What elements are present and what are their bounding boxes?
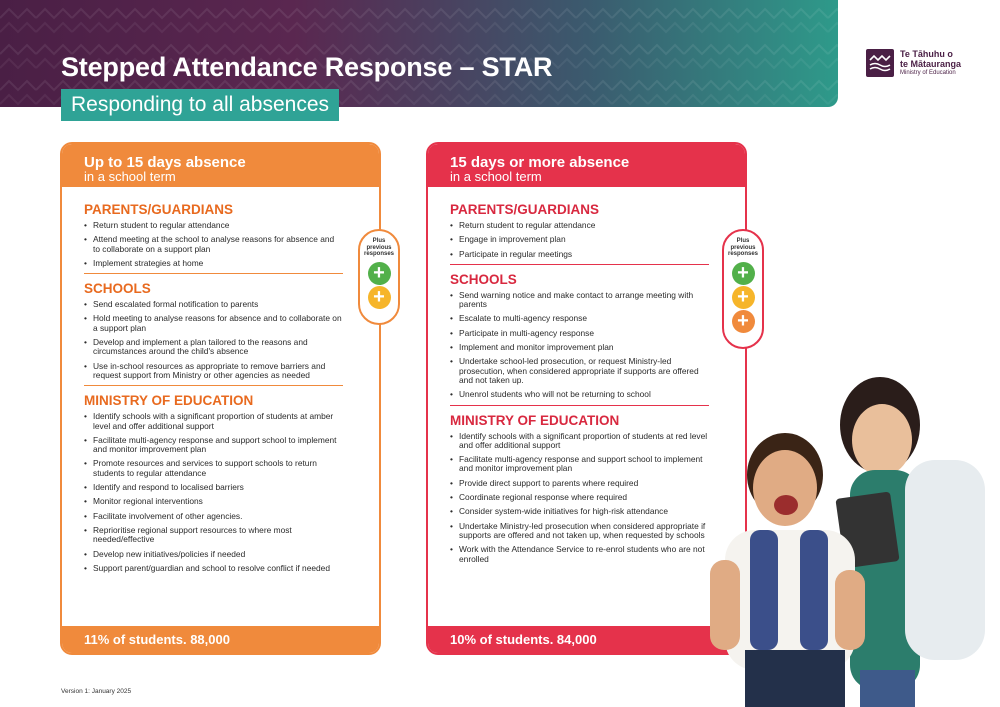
list-item: • Escalate to multi-agency response — [450, 314, 709, 323]
list-item: • Identify and respond to localised barriers — [84, 483, 343, 492]
list-item: • Use in-school resources as appropriate to remove barriers and request support from Ministry or other agencies as needed — [84, 362, 343, 381]
list-item: • Facilitate multi-agency response and support school to implement and monitor improvement plan — [450, 455, 709, 474]
section-title-schools: SCHOOLS — [84, 281, 151, 297]
plus-green-icon: + — [368, 262, 391, 285]
list-item: • Consider system-wide initiatives for high-risk attendance — [450, 507, 709, 516]
list-item: • Undertake school-led prosecution, or request Ministry-led prosecution, when considered appropriate if supports are offered and not taken up. — [450, 357, 709, 385]
divider — [450, 405, 709, 406]
section-title-ministry: MINISTRY OF EDUCATION — [450, 412, 620, 428]
children-photo — [700, 370, 1000, 707]
pill-label: Plus previous responses — [727, 238, 758, 257]
list-item: • Monitor regional interventions — [84, 497, 343, 506]
list-item: • Return student to regular attendance — [450, 221, 709, 230]
section-title-schools: SCHOOLS — [450, 271, 517, 287]
list-item: • Support parent/guardian and school to resolve conflict if needed — [84, 564, 343, 573]
list-item: • Participate in multi-agency response — [450, 329, 709, 338]
panel-footer-stat: 10% of students. 84,000 — [428, 626, 745, 653]
divider — [450, 264, 709, 265]
list-item: • Send warning notice and make contact to arrange meeting with parents — [450, 291, 709, 310]
plus-green-icon: + — [732, 262, 755, 285]
list-item: • Return student to regular attendance — [84, 221, 343, 230]
list-item: • Provide direct support to parents where required — [450, 479, 709, 488]
panel-footer-stat: 11% of students. 88,000 — [62, 626, 379, 653]
list-item: • Send escalated formal notification to parents — [84, 300, 343, 309]
list-item: • Develop new initiatives/policies if needed — [84, 550, 343, 559]
plus-previous-responses-indicator — [722, 229, 764, 349]
list-item: • Promote resources and services to support schools to return students to regular attendance — [84, 459, 343, 478]
panel-up-to-15-days — [60, 142, 381, 655]
list-item: • Identify schools with a significant proportion of students at amber level and offer additional support — [84, 412, 343, 431]
panel-heading: Up to 15 days absence — [84, 154, 246, 171]
page-subtitle: Responding to all absences — [61, 89, 339, 121]
plus-orange-icon: + — [732, 310, 755, 333]
pill-icons — [368, 262, 391, 310]
list-item: • Develop and implement a plan tailored to the reasons and circumstances around the child's absence — [84, 338, 343, 357]
list-item: • Coordinate regional response where required — [450, 493, 709, 502]
list-item: • Hold meeting to analyse reasons for absence and to collaborate on a support plan — [84, 314, 343, 333]
list-item: • Implement strategies at home — [84, 259, 343, 268]
pill-label: Plus previous responses — [363, 238, 394, 257]
schools-list — [450, 291, 709, 400]
panel-heading: 15 days or more absence — [450, 154, 630, 171]
list-item: • Engage in improvement plan — [450, 235, 709, 244]
plus-yellow-icon: + — [732, 286, 755, 309]
section-title-parents: PARENTS/GUARDIANS — [84, 202, 234, 217]
list-item: • Facilitate multi-agency response and support school to implement and monitor improvement plan — [84, 436, 343, 455]
section-title-parents: PARENTS/GUARDIANS — [450, 202, 600, 217]
panel-15-days-or-more — [426, 142, 747, 655]
list-item: • Reprioritise regional support resources to where most needed/effective — [84, 526, 343, 545]
ministry-logo — [866, 49, 961, 77]
page-title: Stepped Attendance Response – STAR — [61, 52, 553, 82]
parents-list — [84, 221, 343, 268]
version-note: Version 1: January 2025 — [61, 688, 132, 695]
list-item: • Participate in regular meetings — [450, 250, 709, 259]
panel-subheading: in a school term — [450, 169, 542, 184]
parents-list — [450, 221, 709, 259]
list-item: • Unenrol students who will not be returning to school — [450, 390, 709, 399]
schools-list — [84, 300, 343, 380]
panel-header — [428, 144, 745, 187]
panel-header — [62, 144, 379, 187]
plus-yellow-icon: + — [368, 286, 391, 309]
list-item: • Implement and monitor improvement plan — [450, 343, 709, 352]
panel-subheading: in a school term — [84, 169, 176, 184]
ministry-list — [84, 412, 343, 573]
divider — [84, 273, 343, 274]
ministry-logo-text: Te Tāhuhu o te Mātauranga Ministry of Education — [900, 49, 962, 76]
list-item: • Attend meeting at the school to analyse reasons for absence and to collaborate on a support plan — [84, 235, 343, 254]
ministry-logo-icon — [866, 49, 894, 77]
plus-previous-responses-indicator — [358, 229, 400, 325]
list-item: • Work with the Attendance Service to re-enrol students who are not enrolled — [450, 545, 709, 564]
ministry-list — [450, 432, 709, 564]
pill-icons — [732, 262, 755, 334]
list-item: • Facilitate involvement of other agencies. — [84, 512, 343, 521]
list-item: • Identify schools with a significant proportion of students at red level and offer additional support — [450, 432, 709, 451]
divider — [84, 385, 343, 386]
list-item: • Undertake Ministry-led prosecution when considered appropriate if supports are offered and not taken up, when requested by schools — [450, 522, 709, 541]
section-title-ministry: MINISTRY OF EDUCATION — [84, 393, 254, 409]
